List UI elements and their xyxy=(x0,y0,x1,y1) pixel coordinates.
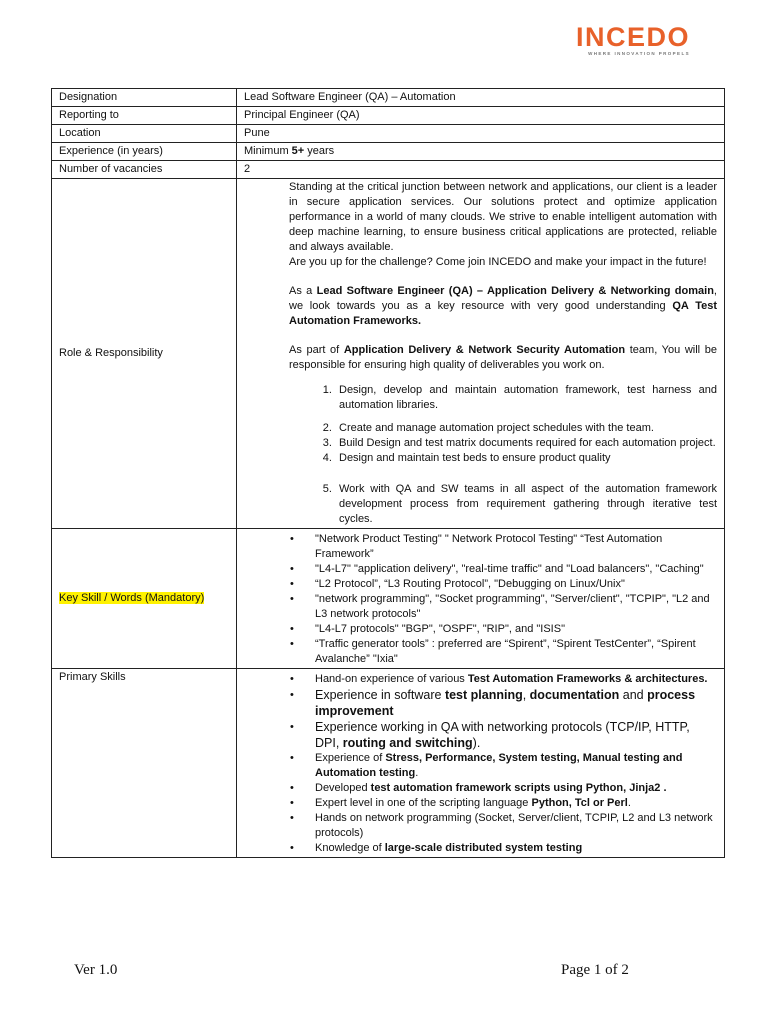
list-item xyxy=(315,719,717,751)
list-item xyxy=(315,687,717,719)
row-value xyxy=(237,143,725,161)
role-intro: Standing at the critical junction between network and applications, our client is a leader in secure application services. Our solutions protect and optimize application performance in a world of many clouds. We strive to enable intelligent automation with deep machine learning, to ensure business critical applications are protected, reliable and always available. xyxy=(289,181,717,253)
text: Experience of xyxy=(315,752,386,764)
table-row xyxy=(52,107,725,125)
experience-suffix: years xyxy=(304,145,335,157)
list-item: 1. Design, develop and maintain automation framework, test harness and automation libraries. xyxy=(335,383,717,413)
table-row xyxy=(52,143,725,161)
text: , xyxy=(522,688,530,702)
key-skill-list xyxy=(289,532,717,667)
text: Developed xyxy=(315,782,371,794)
list-item xyxy=(315,781,717,796)
role-intro-2: Are you up for the challenge? Come join INCEDO and make your impact in the future! xyxy=(289,256,707,268)
list-item: • "Network Product Testing" " Network Protocol Testing" “Test Automation Framework” xyxy=(315,532,717,562)
text: . xyxy=(415,767,419,779)
text: Experience in software xyxy=(315,688,445,702)
logo-name: INCEDO xyxy=(575,22,690,52)
list-item: • "L4-L7 protocols" "BGP", "OSPF", "RIP", and "ISIS" xyxy=(315,622,717,637)
key-skill-label: Key Skill / Words (Mandatory) xyxy=(59,592,205,604)
primary-skills-label: Primary Skills xyxy=(52,669,237,858)
text-bold: documentation xyxy=(529,688,620,702)
text-bold: Lead Software Engineer (QA) – Application Delivery & Networking domain xyxy=(316,285,714,297)
list-item: 5. Work with QA and SW teams in all aspect of the automation framework development process from requirement gathering through iterative test cycles. xyxy=(335,482,717,527)
list-item: 2. Create and manage automation project schedules with the team. xyxy=(335,421,717,436)
text: and xyxy=(619,688,648,702)
text-bold: Test Automation Frameworks & architectures. xyxy=(467,673,708,685)
text-bold: test planning xyxy=(444,688,523,702)
table-row xyxy=(52,669,725,858)
text: Expert level in one of the scripting language xyxy=(315,797,532,809)
text: , we look towards you as a key resource with very good understanding xyxy=(289,285,717,312)
row-label: Reporting to xyxy=(52,107,237,125)
incedo-logo xyxy=(570,22,690,57)
experience-years: 5+ xyxy=(291,145,305,157)
list-item xyxy=(315,796,717,811)
text-bold: QA Test Automation Frameworks. xyxy=(289,300,717,327)
row-value: 2 xyxy=(237,161,725,179)
role-label: Role & Responsibility xyxy=(52,179,237,529)
role-content xyxy=(237,179,725,529)
row-label: Number of vacancies xyxy=(52,161,237,179)
row-label: Designation xyxy=(52,89,237,107)
logo-tagline: WHERE INNOVATION PROPELS xyxy=(588,51,690,56)
text: team, You will be responsible for ensuring high quality of deliverables you work on. xyxy=(289,344,717,371)
text: Experience working in QA with networking protocols (TCP/IP, HTTP, DPI, xyxy=(315,720,690,750)
experience-prefix: Minimum xyxy=(244,145,292,157)
text-bold: Application Delivery & Network Security Automation xyxy=(343,344,626,356)
list-item: • "network programming", "Socket programming", "Server/client", "TCPIP", "L2 and L3 network protocols" xyxy=(315,592,717,622)
text: Hand-on experience of various xyxy=(315,673,468,685)
table-row xyxy=(52,125,725,143)
key-skill-content xyxy=(237,529,725,669)
row-value: Pune xyxy=(237,125,725,143)
table-row xyxy=(52,529,725,669)
text: As a xyxy=(289,285,317,297)
list-item: 4. Design and maintain test beds to ensure product quality xyxy=(335,451,717,466)
list-item: • "L4-L7" "application delivery", "real-time traffic" and "Load balancers", "Caching" xyxy=(315,562,717,577)
version-label: Ver 1.0 xyxy=(74,962,118,978)
table-row xyxy=(52,161,725,179)
list-item xyxy=(315,751,717,781)
list-item xyxy=(315,672,717,687)
job-description-table xyxy=(51,88,725,858)
primary-skills-content xyxy=(237,669,725,858)
text-bold: test automation framework scripts using Python, Jinja2 . xyxy=(370,782,667,794)
text: As part of xyxy=(289,344,344,356)
role-paragraph-3 xyxy=(289,343,717,373)
row-value: Lead Software Engineer (QA) – Automation xyxy=(237,89,725,107)
row-label: Experience (in years) xyxy=(52,143,237,161)
row-label: Location xyxy=(52,125,237,143)
role-paragraph-2 xyxy=(289,284,717,329)
text-bold: routing and switching xyxy=(342,736,473,750)
text-bold: large-scale distributed system testing xyxy=(384,842,583,854)
text-bold: Python, Tcl or Perl xyxy=(531,797,628,809)
table-row xyxy=(52,89,725,107)
key-skill-label-cell xyxy=(52,529,237,669)
page-number: Page 1 of 2 xyxy=(561,962,629,978)
list-item: • “Traffic generator tools” : preferred are “Spirent”, “Spirent TestCenter”, “Spirent Avalanche” "Ixia" xyxy=(315,637,717,667)
text: . xyxy=(627,797,631,809)
primary-skills-list xyxy=(289,672,717,856)
list-item xyxy=(315,841,717,856)
text-bold: process improvement xyxy=(315,688,696,718)
text-bold: Stress, Performance, System testing, Manual testing and Automation testing xyxy=(315,752,683,779)
list-item: • “L2 Protocol”, “L3 Routing Protocol”, "Debugging on Linux/Unix" xyxy=(315,577,717,592)
text: Knowledge of xyxy=(315,842,385,854)
text: ). xyxy=(472,736,481,750)
list-item: • Hands on network programming (Socket, Server/client, TCPIP, L2 and L3 network protocols) xyxy=(315,811,717,841)
responsibility-list xyxy=(289,383,717,527)
row-value: Principal Engineer (QA) xyxy=(237,107,725,125)
list-item: 3. Build Design and test matrix documents required for each automation project. xyxy=(335,436,717,451)
table-row xyxy=(52,179,725,529)
